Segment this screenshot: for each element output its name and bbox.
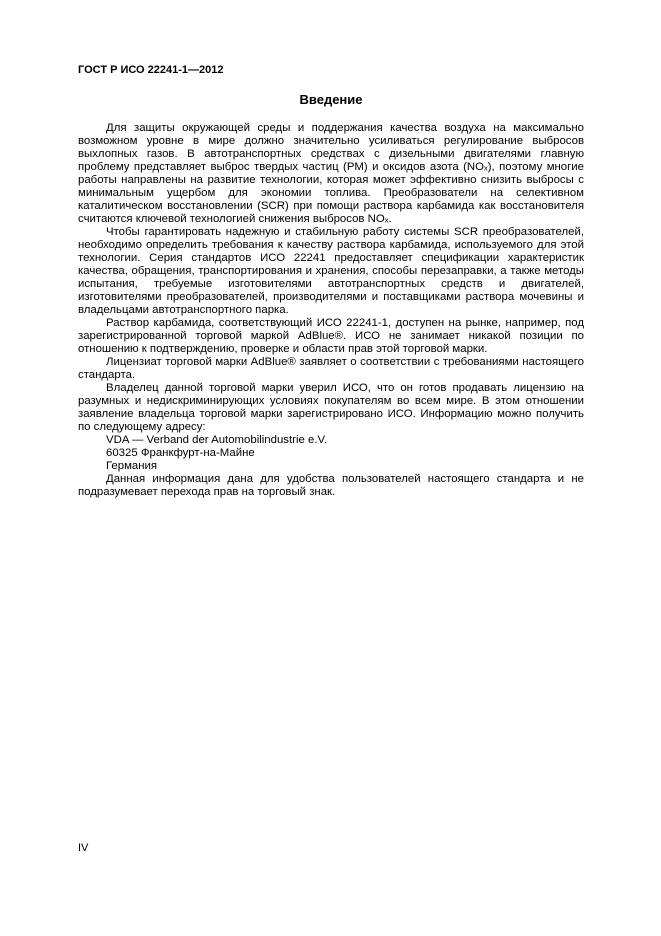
page-title: Введение — [299, 92, 363, 107]
paragraph-4: Лицензиат торговой марки AdBlue® заявляет о соответствии с требованиями настоящего стандарта. — [78, 356, 584, 381]
paragraph-3: Раствор карбамида, соответствующий ИСО 22241-1, доступен на рынке, например, под зарегистрированной торговой маркой AdBlue®. ИСО не занимает никакой позиции по отношению к подтверждению, проверке и области прав этой торговой марки. — [78, 317, 584, 355]
page-content — [78, 64, 584, 499]
address-line-country: Германия — [106, 460, 158, 472]
closing-paragraph: Данная информация дана для удобства пользователей настоящего стандарта и не подразумевает перехода прав на торговый знак. — [78, 473, 584, 498]
paragraph-5: Владелец данной торговой марки уверил ИСО, что он готов продавать лицензию на разумных и недискриминирующих условиях покупателям во всем мире. В этом отношении заявление владельца торговой марки зарегистрировано ИСО. Информацию можно получить по следующему адресу: — [78, 382, 584, 433]
page-number: IV — [78, 842, 89, 854]
address-block — [78, 434, 584, 473]
paragraph-2: Чтобы гарантировать надежную и стабильную работу системы SCR преобразователей, необходимо определить требования к качеству раствора карбамида, используемого для этой технологии. Серия стандартов ИСО 22241 предоставляет спецификации характеристик качества, обращения, транспортирования и хранения, способы перезаправки, а также методы испытания, требуемые изготовителями автотранспортных средств и двигателей, изготовителями преобразователей, производителями и поставщиками раствора мочевины и владельцами автотранспортного парка. — [78, 226, 584, 316]
address-line-vda: VDA — Verband der Automobilindustrie e.V. — [106, 434, 328, 446]
paragraph-1: Для защиты окружающей среды и поддержания качества воздуха на максимально возможном уровне в мире должно значительно усиливаться регулирование выбросов выхлопных газов. В автотранспортных средствах с дизельными двигателями главную проблему представляет выброс твердых частиц (PM) и оксидов азота (NOₓ), поэтому многие работы направлены на развитие технологии, которая может эффективно снизить выбросы с минимальным ущербом для экономии топлива. Преобразователи на селективном каталитическом восстановлении (SCR) при помощи раствора карбамида как восстановителя считаются ключевой технологией снижения выбросов NOₓ. — [78, 122, 584, 225]
document-header: ГОСТ Р ИСО 22241-1—2012 — [78, 64, 224, 76]
address-line-city: 60325 Франкфурт-на-Майне — [106, 447, 255, 459]
